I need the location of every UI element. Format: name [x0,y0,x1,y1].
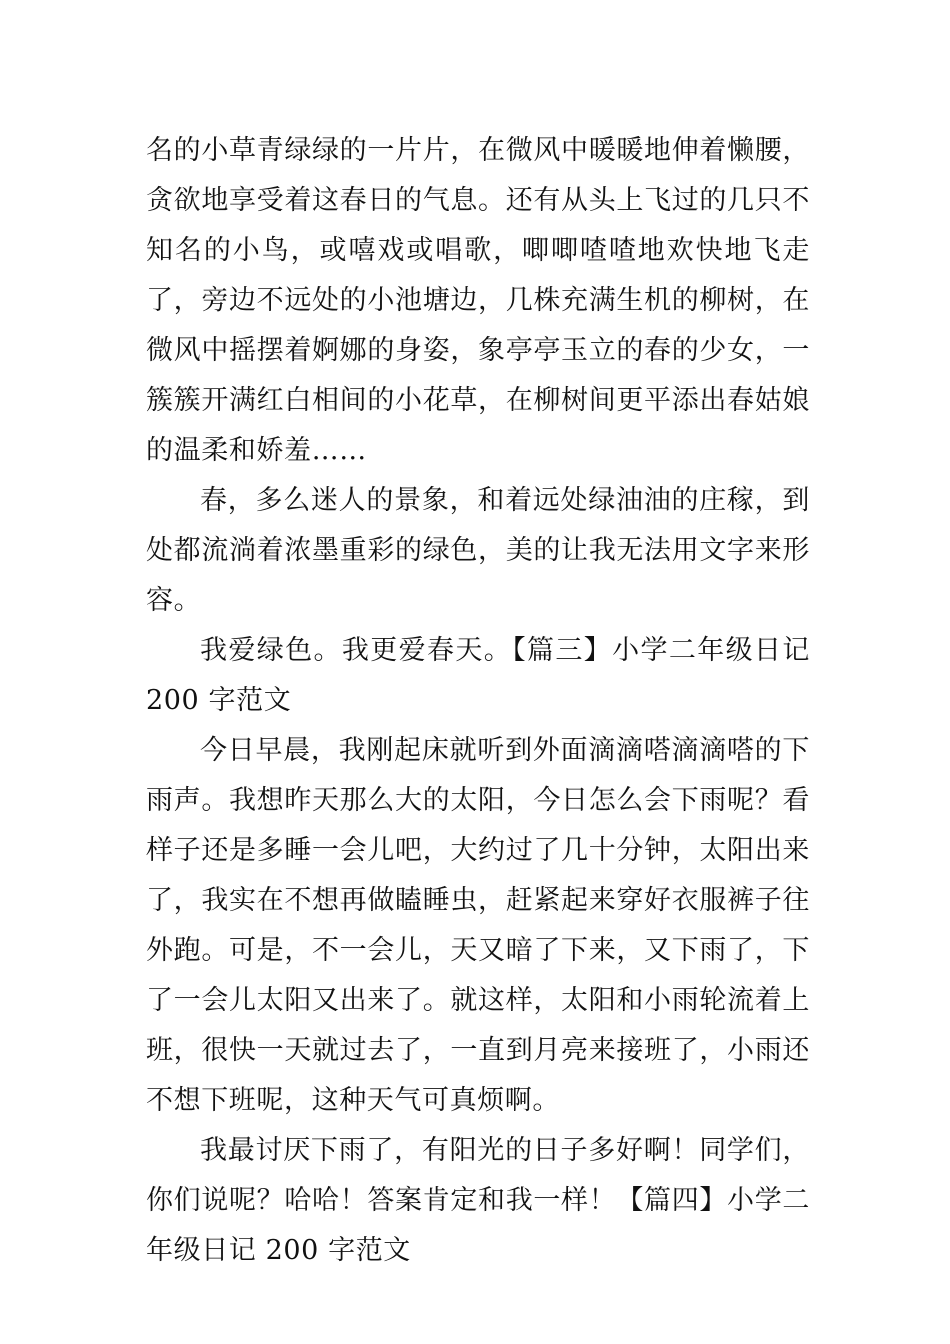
paragraph-hate-rain-heading-4: 我最讨厌下雨了，有阳光的日子多好啊！同学们，你们说呢？哈哈！答案肯定和我一样！【篇四】小学二年级日记 200 字范文 [146,1135,810,1266]
paragraph-spring-scene: 春，多么迷人的景象，和着远处绿油油的庄稼，到处都流淌着浓墨重彩的绿色，美的让我无法用文字来形容。 [146,485,810,616]
paragraph-continuation: 名的小草青绿绿的一片片，在微风中暖暖地伸着懒腰，贪欲地享受着这春日的气息。还有从头上飞过的几只不知名的小鸟，或嘻戏或唱歌，唧唧喳喳地欢快地飞走了，旁边不远处的小池塘边，几株充满生机的柳树，在微风中摇摆着婀娜的身姿，象亭亭玉立的春的少女，一簇簇开满红白相间的小花草，在柳树间更平添出春姑娘的温柔和娇羞…… [146,135,810,466]
paragraph-rainy-morning: 今日早晨，我刚起床就听到外面滴滴嗒滴滴嗒的下雨声。我想昨天那么大的太阳，今日怎么会下雨呢？看样子还是多睡一会儿吧，大约过了几十分钟，太阳出来了，我实在不想再做瞌睡虫，赶紧起来穿好衣服裤子往外跑。可是，不一会儿，天又暗了下来，又下雨了，下了一会儿太阳又出来了。就这样，太阳和小雨轮流着上班，很快一天就过去了，一直到月亮来接班了，小雨还不想下班呢，这种天气可真烦啊。 [146,735,810,1116]
paragraph-love-green-heading-3: 我爱绿色。我更爱春天。【篇三】小学二年级日记 200 字范文 [146,635,810,716]
document-body [146,126,810,1276]
